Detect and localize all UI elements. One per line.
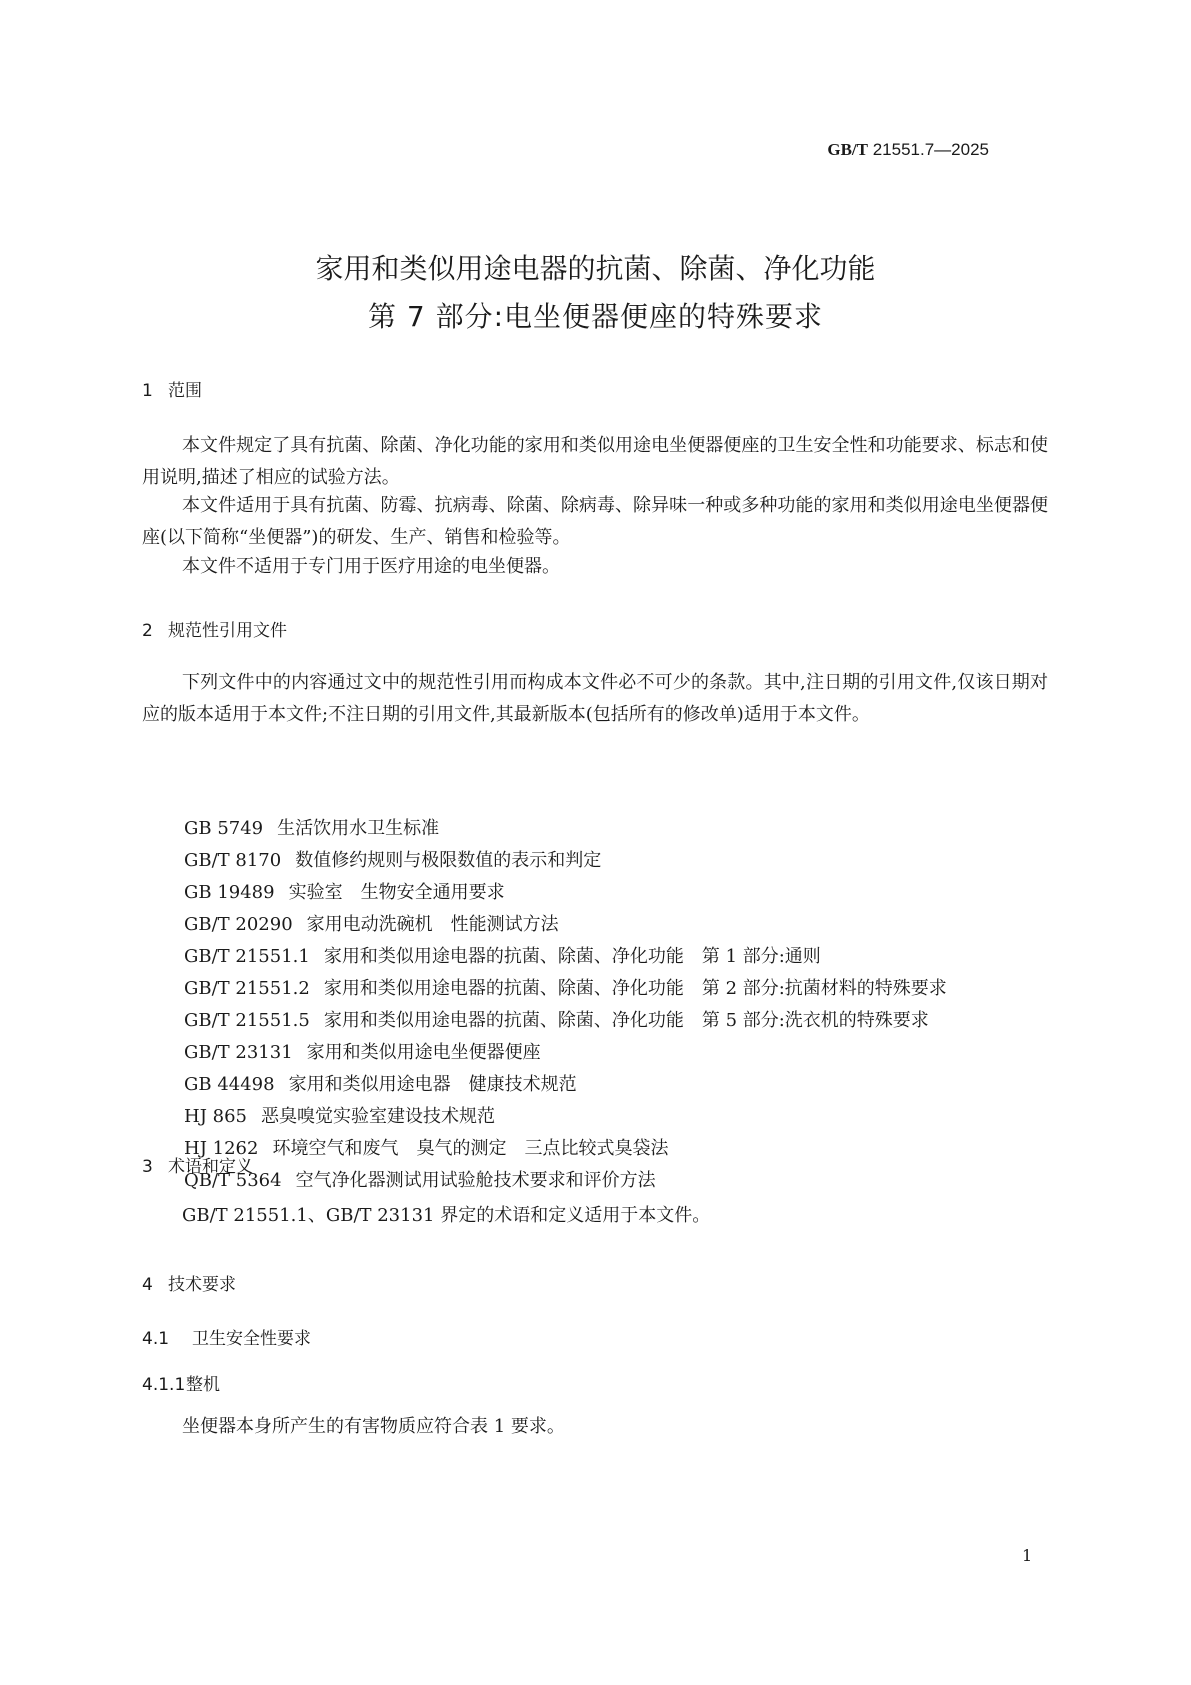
reference-title: 家用和类似用途电器的抗菌、除菌、净化功能 第 2 部分:抗菌材料的特殊要求: [323, 978, 947, 999]
reference-code: GB 19489: [184, 882, 275, 903]
section-title: 技术要求: [168, 1275, 236, 1295]
subsection-number: 4.1.1: [142, 1375, 186, 1395]
reference-item: [184, 1069, 947, 1101]
section-title: 规范性引用文件: [168, 621, 287, 641]
reference-item: [184, 813, 947, 845]
subsection-title: 整机: [186, 1375, 220, 1395]
normative-references-list: [184, 813, 947, 1197]
standard-code: 21551.7—2025: [872, 140, 989, 159]
paragraph: 坐便器本身所产生的有害物质应符合表 1 要求。: [182, 1416, 565, 1437]
subsection-4-1-1-heading: [142, 1370, 220, 1395]
document-title-line-2: 第 7 部分:电坐便器便座的特殊要求: [367, 300, 824, 333]
reference-item: [184, 941, 947, 973]
reference-code: HJ 865: [184, 1106, 247, 1127]
reference-item: [184, 845, 947, 877]
subsection-title: 卫生安全性要求: [192, 1329, 311, 1349]
reference-title: 数值修约规则与极限数值的表示和判定: [295, 850, 602, 871]
reference-item: [184, 1037, 947, 1069]
reference-code: QB/T 5364: [184, 1170, 282, 1191]
reference-item: [184, 877, 947, 909]
paragraph: 本文件不适用于专门用于医疗用途的电坐便器。: [182, 556, 560, 577]
document-title-line-1: 家用和类似用途电器的抗菌、除菌、净化功能: [315, 252, 876, 285]
reference-code: GB/T 21551.1: [184, 946, 310, 967]
section-2-heading: [142, 616, 287, 641]
reference-title: 家用和类似用途电器的抗菌、除菌、净化功能 第 5 部分:洗衣机的特殊要求: [323, 1010, 929, 1031]
reference-code: GB/T 8170: [184, 850, 282, 871]
reference-item: [184, 973, 947, 1005]
reference-item: [184, 1133, 947, 1165]
paragraph: 下列文件中的内容通过文中的规范性引用而构成本文件必不可少的条款。其中,注日期的引用文件,仅该日期对应的版本适用于本文件;不注日期的引用文件,其最新版本(包括所有的修改单)适用于本文件。: [142, 672, 1048, 725]
reference-code: GB/T 23131: [184, 1042, 293, 1063]
section-number: 3: [142, 1157, 153, 1177]
reference-title: 家用电动洗碗机 性能测试方法: [306, 914, 559, 935]
reference-item: [184, 1005, 947, 1037]
subsection-4-1-heading: [142, 1324, 311, 1349]
paragraph: GB/T 21551.1、GB/T 23131 界定的术语和定义适用于本文件。: [182, 1205, 711, 1226]
section-3-heading: [142, 1152, 253, 1177]
standard-prefix: GB/T: [827, 140, 868, 159]
reference-code: GB/T 21551.5: [184, 1010, 310, 1031]
section-number: 2: [142, 621, 153, 641]
reference-title: 生活饮用水卫生标准: [277, 818, 440, 839]
reference-title: 实验室 生物安全通用要求: [288, 882, 505, 903]
reference-title: 空气净化器测试用试验舱技术要求和评价方法: [295, 1170, 656, 1191]
subsection-number: 4.1: [142, 1329, 170, 1349]
reference-item: [184, 1101, 947, 1133]
paragraph: 本文件适用于具有抗菌、防霉、抗病毒、除菌、除病毒、除异味一种或多种功能的家用和类似用途电坐便器便座(以下简称“坐便器”)的研发、生产、销售和检验等。: [142, 495, 1048, 548]
reference-code: GB 5749: [184, 818, 264, 839]
reference-code: GB/T 21551.2: [184, 978, 310, 999]
reference-title: 家用和类似用途电坐便器便座: [306, 1042, 541, 1063]
reference-code: GB 44498: [184, 1074, 275, 1095]
section-number: 4: [142, 1275, 153, 1295]
section-title: 术语和定义: [168, 1157, 253, 1177]
section-number: 1: [142, 381, 153, 401]
reference-code: GB/T 20290: [184, 914, 293, 935]
reference-item: [184, 1165, 947, 1197]
reference-title: 恶臭嗅觉实验室建设技术规范: [261, 1106, 495, 1127]
standard-number: [827, 140, 989, 160]
reference-title: 环境空气和废气 臭气的测定 三点比较式臭袋法: [272, 1138, 669, 1159]
reference-code: HJ 1262: [184, 1138, 259, 1159]
paragraph: 本文件规定了具有抗菌、除菌、净化功能的家用和类似用途电坐便器便座的卫生安全性和功能要求、标志和使用说明,描述了相应的试验方法。: [142, 435, 1048, 488]
page-number: 1: [1022, 1546, 1033, 1565]
section-title: 范围: [168, 381, 202, 401]
section-4-heading: [142, 1270, 236, 1295]
section-1-heading: [142, 376, 202, 401]
reference-title: 家用和类似用途电器的抗菌、除菌、净化功能 第 1 部分:通则: [323, 946, 821, 967]
reference-title: 家用和类似用途电器 健康技术规范: [288, 1074, 577, 1095]
reference-item: [184, 909, 947, 941]
